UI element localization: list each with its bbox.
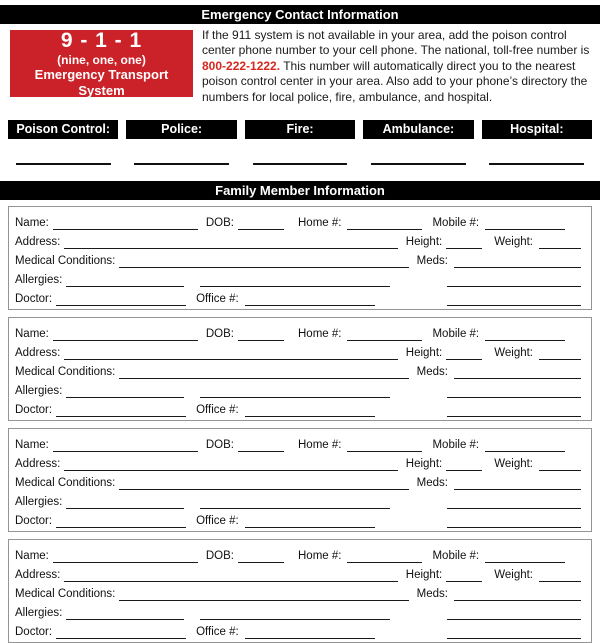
allergies-extra-fill-line[interactable] bbox=[200, 273, 390, 287]
mobile-phone-fill-line[interactable] bbox=[485, 216, 565, 230]
contact-label-police: Police: bbox=[126, 120, 236, 139]
instructions-after-phone: This number will automatically direct you to the nearest poison control center in your area. Also add to your phone’s directory the numbers for local police, fire, ambulance, and hospital. bbox=[202, 58, 588, 104]
name-label: Name: bbox=[15, 217, 49, 230]
home-phone-label: Home #: bbox=[298, 328, 342, 341]
fire-fill-line[interactable] bbox=[253, 162, 348, 165]
medical-conditions-label: Medical Conditions: bbox=[15, 255, 116, 268]
doctor-label: Doctor: bbox=[15, 515, 53, 528]
ambulance-line-cell bbox=[363, 162, 473, 165]
office-phone-label: Office #: bbox=[196, 515, 239, 528]
address-label: Address: bbox=[15, 569, 61, 582]
medical-conditions-label: Medical Conditions: bbox=[15, 477, 116, 490]
dob-label: DOB: bbox=[205, 439, 234, 452]
family-member-header: Family Member Information bbox=[0, 181, 600, 200]
family-member-block bbox=[8, 428, 592, 532]
address-fill-line[interactable] bbox=[64, 568, 397, 582]
allergies-label: Allergies: bbox=[15, 385, 63, 398]
911-caption: Emergency Transport System bbox=[34, 66, 169, 98]
member-row-medical bbox=[15, 249, 581, 268]
meds-label: Meds: bbox=[416, 366, 448, 379]
address-fill-line[interactable] bbox=[64, 457, 397, 471]
mobile-phone-fill-line[interactable] bbox=[485, 327, 565, 341]
weight-label: Weight: bbox=[494, 458, 533, 471]
allergies-extra-fill-line[interactable] bbox=[200, 606, 390, 620]
doctor-label: Doctor: bbox=[15, 626, 53, 639]
poison-control-phone-number: 800-222-1222. bbox=[202, 58, 281, 73]
name-label: Name: bbox=[15, 550, 49, 563]
weight-fill-line[interactable] bbox=[539, 235, 581, 249]
doctor-fill-line[interactable] bbox=[56, 292, 186, 306]
meds-label: Meds: bbox=[416, 477, 448, 490]
office-phone-label: Office #: bbox=[196, 626, 239, 639]
allergies-label: Allergies: bbox=[15, 607, 63, 620]
mobile-phone-fill-line[interactable] bbox=[485, 549, 565, 563]
police-line-cell bbox=[126, 162, 236, 165]
member-row-name bbox=[15, 322, 581, 341]
home-phone-label: Home #: bbox=[298, 439, 342, 452]
medical-conditions-fill-line[interactable] bbox=[119, 587, 408, 601]
height-label: Height: bbox=[405, 458, 443, 471]
name-fill-line[interactable] bbox=[53, 438, 198, 452]
dob-label: DOB: bbox=[205, 328, 234, 341]
emergency-contact-header: Emergency Contact Information bbox=[0, 5, 600, 24]
height-fill-line[interactable] bbox=[446, 568, 482, 582]
member-row-medical bbox=[15, 360, 581, 379]
member-row-address bbox=[15, 230, 581, 249]
weight-fill-line[interactable] bbox=[539, 457, 581, 471]
medical-conditions-label: Medical Conditions: bbox=[15, 588, 116, 601]
hospital-fill-line[interactable] bbox=[489, 162, 584, 165]
name-fill-line[interactable] bbox=[53, 327, 198, 341]
medical-conditions-label: Medical Conditions: bbox=[15, 366, 116, 379]
office-phone-fill-line[interactable] bbox=[245, 292, 375, 306]
height-label: Height: bbox=[405, 347, 443, 360]
height-fill-line[interactable] bbox=[446, 235, 482, 249]
dob-fill-line[interactable] bbox=[238, 327, 284, 341]
dob-fill-line[interactable] bbox=[238, 549, 284, 563]
member-row-allergies bbox=[15, 268, 581, 287]
meds-extra-fill-line-2[interactable] bbox=[447, 403, 581, 417]
doctor-fill-line[interactable] bbox=[56, 514, 186, 528]
intro-section bbox=[0, 30, 600, 105]
meds-fill-line[interactable] bbox=[454, 476, 581, 490]
mobile-phone-label: Mobile #: bbox=[432, 439, 480, 452]
address-label: Address: bbox=[15, 347, 61, 360]
member-row-name bbox=[15, 544, 581, 563]
police-fill-line[interactable] bbox=[134, 162, 229, 165]
doctor-fill-line[interactable] bbox=[56, 403, 186, 417]
meds-fill-line[interactable] bbox=[454, 587, 581, 601]
member-row-medical bbox=[15, 471, 581, 490]
medical-conditions-fill-line[interactable] bbox=[119, 254, 408, 268]
address-fill-line[interactable] bbox=[64, 346, 397, 360]
dob-fill-line[interactable] bbox=[238, 438, 284, 452]
member-row-allergies bbox=[15, 490, 581, 509]
emergency-contacts-fill-lines bbox=[0, 162, 600, 165]
doctor-label: Doctor: bbox=[15, 404, 53, 417]
address-label: Address: bbox=[15, 458, 61, 471]
member-row-medical bbox=[15, 582, 581, 601]
poison-control-fill-line[interactable] bbox=[16, 162, 111, 165]
contact-label-fire: Fire: bbox=[245, 120, 355, 139]
weight-label: Weight: bbox=[494, 569, 533, 582]
office-phone-label: Office #: bbox=[196, 293, 239, 306]
weight-label: Weight: bbox=[494, 347, 533, 360]
name-label: Name: bbox=[15, 328, 49, 341]
home-phone-label: Home #: bbox=[298, 217, 342, 230]
contact-label-hospital: Hospital: bbox=[482, 120, 592, 139]
allergies-fill-line[interactable] bbox=[66, 606, 184, 620]
mobile-phone-fill-line[interactable] bbox=[485, 438, 565, 452]
member-row-doctor bbox=[15, 398, 581, 417]
family-member-block bbox=[8, 317, 592, 421]
member-row-doctor bbox=[15, 509, 581, 528]
member-row-name bbox=[15, 433, 581, 452]
address-label: Address: bbox=[15, 236, 61, 249]
family-member-block bbox=[8, 206, 592, 310]
member-row-doctor bbox=[15, 287, 581, 306]
dob-label: DOB: bbox=[205, 550, 234, 563]
height-fill-line[interactable] bbox=[446, 457, 482, 471]
contact-label-poison-control: Poison Control: bbox=[8, 120, 118, 139]
allergies-fill-line[interactable] bbox=[66, 495, 184, 509]
meds-extra-fill-line-2[interactable] bbox=[447, 292, 581, 306]
height-label: Height: bbox=[405, 569, 443, 582]
meds-extra-fill-line-1[interactable] bbox=[447, 606, 581, 620]
contact-label-ambulance: Ambulance: bbox=[363, 120, 473, 139]
meds-label: Meds: bbox=[416, 255, 448, 268]
ambulance-fill-line[interactable] bbox=[371, 162, 466, 165]
address-fill-line[interactable] bbox=[64, 235, 397, 249]
allergies-fill-line[interactable] bbox=[66, 384, 184, 398]
poison-control-line-cell bbox=[8, 162, 118, 165]
allergies-label: Allergies: bbox=[15, 274, 63, 287]
height-label: Height: bbox=[405, 236, 443, 249]
mobile-phone-label: Mobile #: bbox=[432, 328, 480, 341]
911-badge bbox=[10, 30, 193, 97]
meds-label: Meds: bbox=[416, 588, 448, 601]
member-row-allergies bbox=[15, 379, 581, 398]
office-phone-fill-line[interactable] bbox=[245, 514, 375, 528]
office-phone-label: Office #: bbox=[196, 404, 239, 417]
meds-fill-line[interactable] bbox=[454, 254, 581, 268]
dob-fill-line[interactable] bbox=[238, 216, 284, 230]
emergency-contacts-row bbox=[0, 120, 600, 139]
meds-extra-fill-line-1[interactable] bbox=[447, 384, 581, 398]
weight-label: Weight: bbox=[494, 236, 533, 249]
member-row-address bbox=[15, 563, 581, 582]
allergies-extra-fill-line[interactable] bbox=[200, 384, 390, 398]
911-number: 9 - 1 - 1 bbox=[60, 28, 143, 52]
medical-conditions-fill-line[interactable] bbox=[119, 476, 408, 490]
meds-fill-line[interactable] bbox=[454, 365, 581, 379]
weight-fill-line[interactable] bbox=[539, 346, 581, 360]
meds-extra-fill-line-1[interactable] bbox=[447, 495, 581, 509]
member-row-name bbox=[15, 211, 581, 230]
home-phone-fill-line[interactable] bbox=[347, 216, 422, 230]
mobile-phone-label: Mobile #: bbox=[432, 217, 480, 230]
allergies-label: Allergies: bbox=[15, 496, 63, 509]
medical-conditions-fill-line[interactable] bbox=[119, 365, 408, 379]
mobile-phone-label: Mobile #: bbox=[432, 550, 480, 563]
dob-label: DOB: bbox=[205, 217, 234, 230]
family-member-block bbox=[8, 539, 592, 643]
home-phone-fill-line[interactable] bbox=[347, 438, 422, 452]
office-phone-fill-line[interactable] bbox=[245, 625, 375, 639]
name-fill-line[interactable] bbox=[53, 549, 198, 563]
meds-extra-fill-line-2[interactable] bbox=[447, 625, 581, 639]
fire-line-cell bbox=[245, 162, 355, 165]
home-phone-fill-line[interactable] bbox=[347, 327, 422, 341]
doctor-fill-line[interactable] bbox=[56, 625, 186, 639]
911-phonetic: (nine, one, one) bbox=[57, 52, 146, 67]
member-row-address bbox=[15, 341, 581, 360]
office-phone-fill-line[interactable] bbox=[245, 403, 375, 417]
hospital-line-cell bbox=[482, 162, 592, 165]
allergies-extra-fill-line[interactable] bbox=[200, 495, 390, 509]
weight-fill-line[interactable] bbox=[539, 568, 581, 582]
instructions-before-phone: If the 911 system is not available in your area, add the poison control center phone number to your cell phone. The national, toll-free number is bbox=[202, 28, 590, 58]
meds-extra-fill-line-2[interactable] bbox=[447, 514, 581, 528]
name-label: Name: bbox=[15, 439, 49, 452]
home-phone-label: Home #: bbox=[298, 550, 342, 563]
member-row-allergies bbox=[15, 601, 581, 620]
name-fill-line[interactable] bbox=[53, 216, 198, 230]
meds-extra-fill-line-1[interactable] bbox=[447, 273, 581, 287]
home-phone-fill-line[interactable] bbox=[347, 549, 422, 563]
allergies-fill-line[interactable] bbox=[66, 273, 184, 287]
doctor-label: Doctor: bbox=[15, 293, 53, 306]
poison-control-instructions bbox=[202, 28, 592, 105]
height-fill-line[interactable] bbox=[446, 346, 482, 360]
member-row-address bbox=[15, 452, 581, 471]
family-member-blocks bbox=[0, 206, 600, 643]
